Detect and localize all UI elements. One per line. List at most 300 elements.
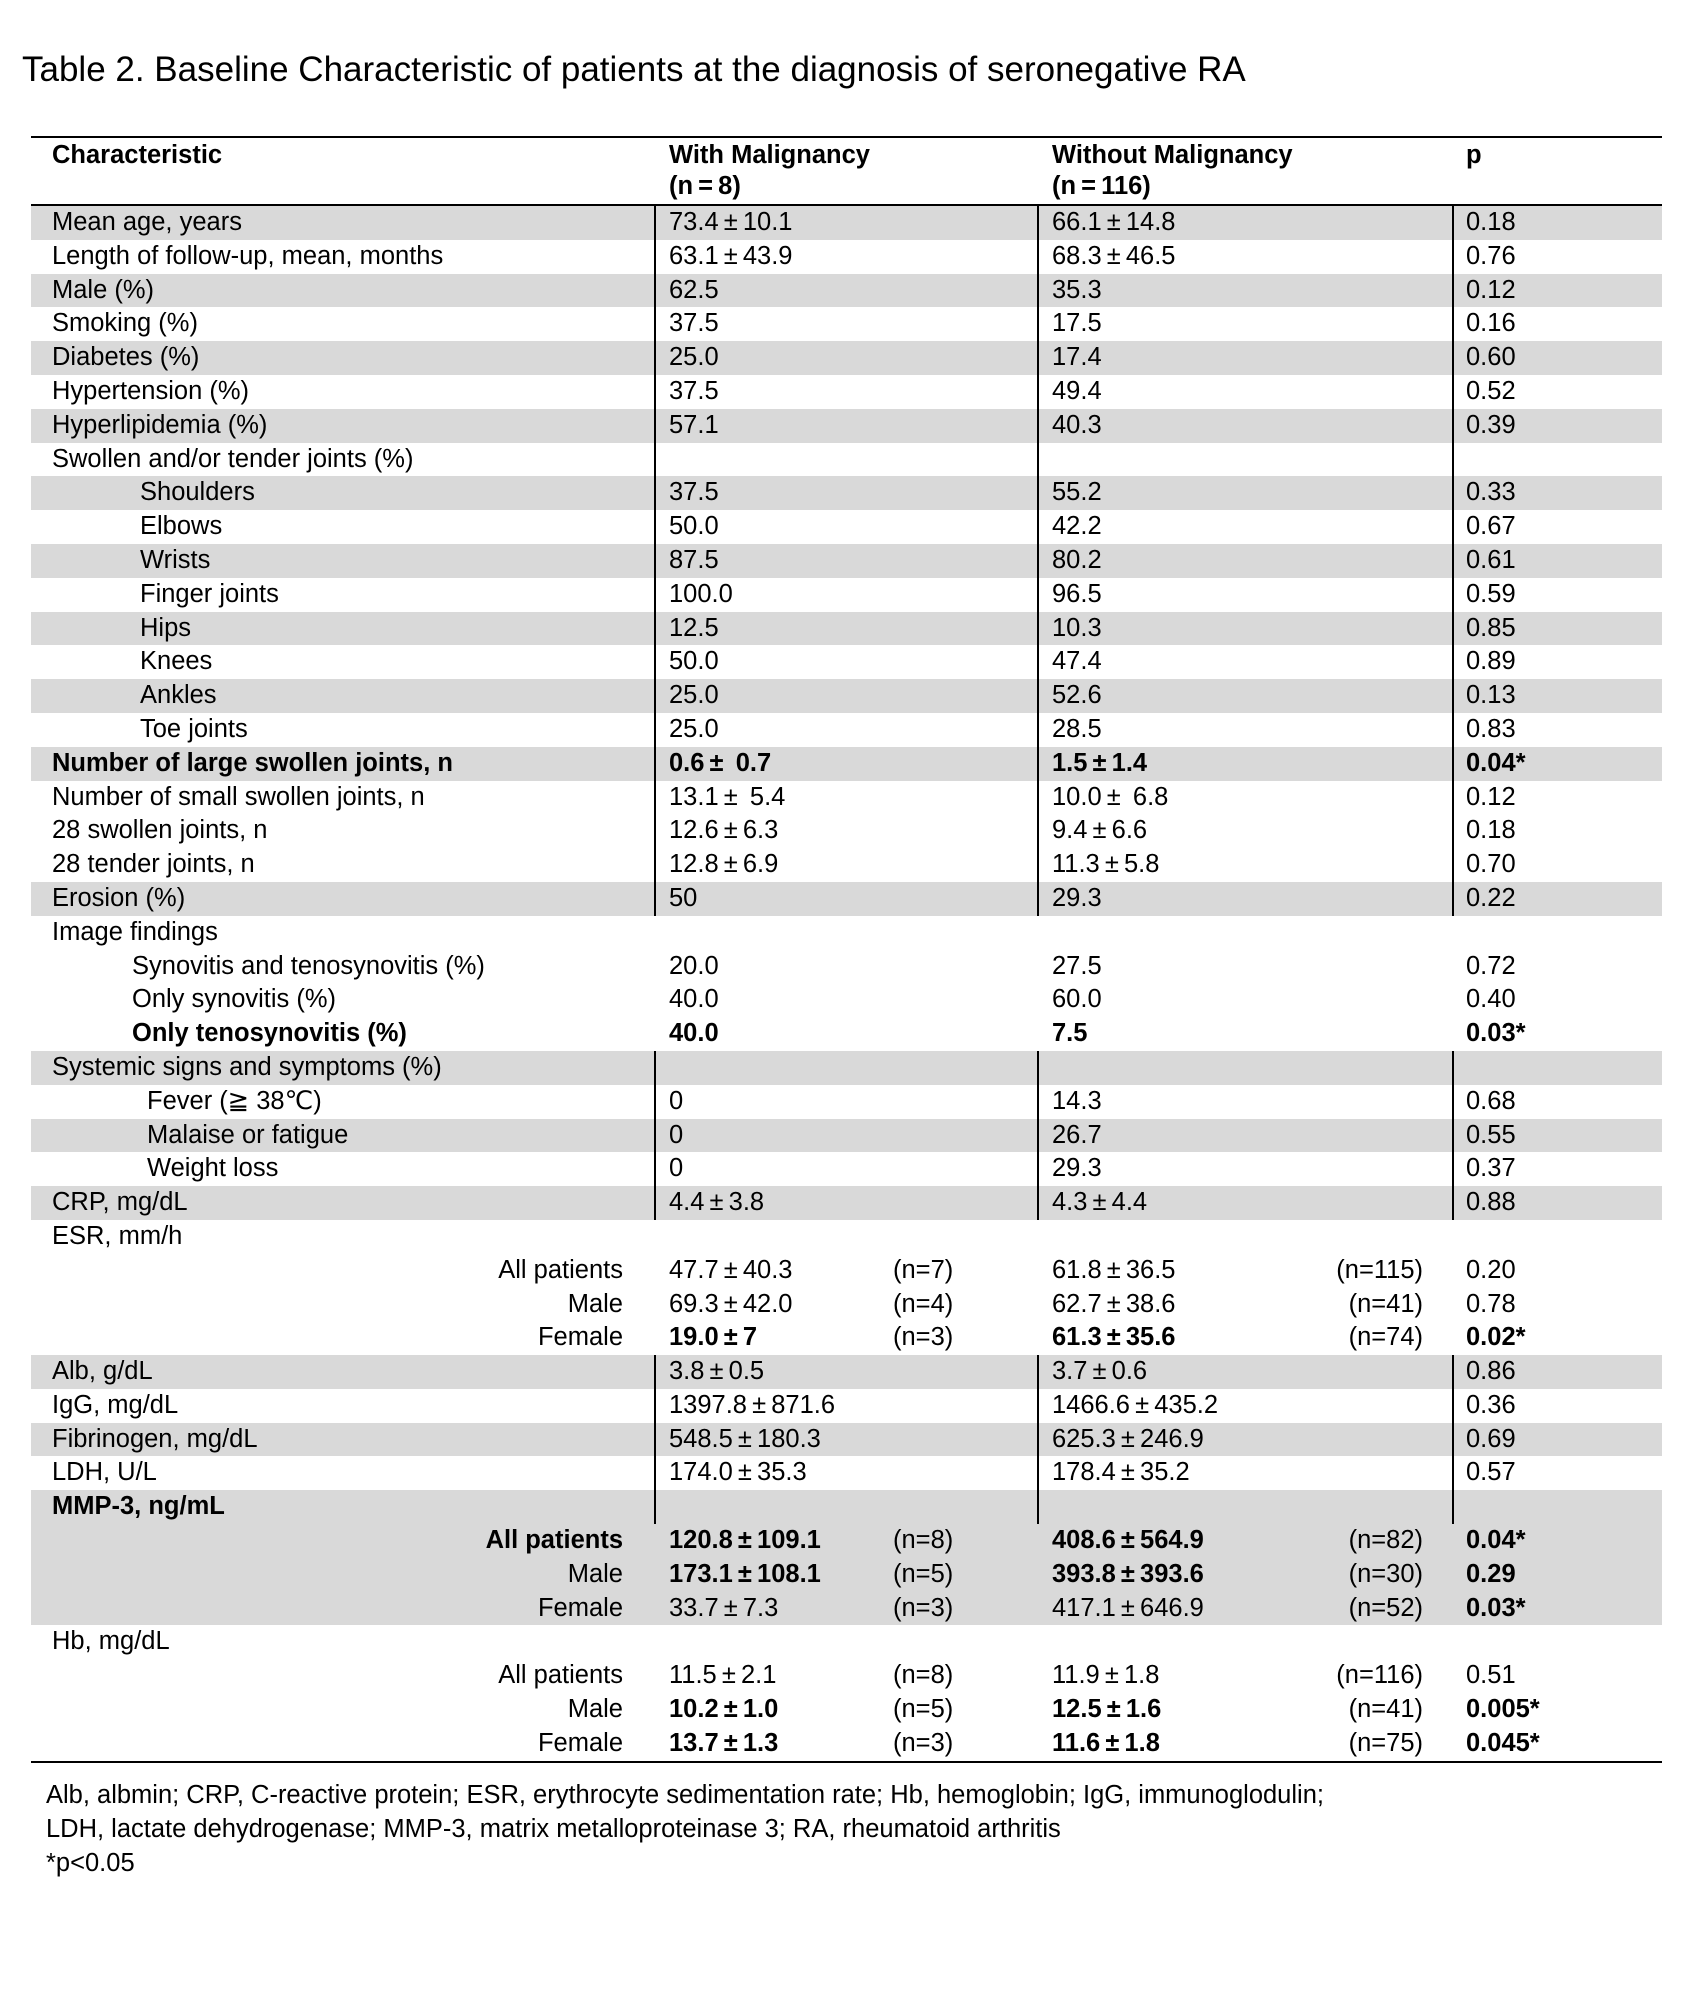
cell-without-malignancy: 66.1 ± 14.8 <box>1052 208 1176 236</box>
table-row <box>31 983 1662 1017</box>
row-label: IgG, mg/dL <box>52 1390 179 1419</box>
column-rule <box>1037 1152 1039 1186</box>
column-rule <box>1037 544 1039 578</box>
cell-p-value: 0.85 <box>1466 613 1516 642</box>
column-rule <box>1037 1355 1039 1389</box>
table-row <box>31 544 1662 578</box>
cell-without-malignancy: 17.4 <box>1052 343 1102 372</box>
cell-p-value: 0.005* <box>1466 1695 1540 1724</box>
footnote-line: *p<0.05 <box>46 1849 135 1877</box>
row-label: Hips <box>140 613 192 642</box>
row-label: All patients <box>485 1526 623 1555</box>
cell-p-value: 0.72 <box>1466 951 1516 980</box>
column-rule <box>1037 578 1039 612</box>
column-rule <box>654 882 656 916</box>
row-label: Diabetes (%) <box>52 343 200 372</box>
cell-with-n: (n=3) <box>893 1593 954 1622</box>
cell-without-malignancy: 40.3 <box>1052 410 1102 439</box>
cell-p-value: 0.33 <box>1466 478 1516 507</box>
cell-with-malignancy: 174.0 ± 35.3 <box>669 1458 807 1487</box>
column-rule <box>1037 848 1039 882</box>
cell-without-n: (n=82) <box>1348 1526 1423 1555</box>
cell-without-malignancy: 55.2 <box>1052 478 1102 507</box>
cell-p-value: 0.045* <box>1466 1728 1540 1757</box>
table-row <box>31 1659 1662 1693</box>
column-rule <box>1037 510 1039 544</box>
header-p: p <box>1466 141 1482 169</box>
table-title: Table 2. Baseline Characteristic of patients at the diagnosis of seronegative RA <box>22 50 1246 89</box>
column-rule <box>1452 882 1454 916</box>
row-label: Only synovitis (%) <box>132 985 337 1014</box>
cell-with-malignancy: 11.5 ± 2.1 <box>669 1661 777 1690</box>
cell-without-malignancy: 42.2 <box>1052 512 1102 541</box>
column-rule <box>1452 274 1454 308</box>
table-row <box>31 612 1662 646</box>
cell-without-malignancy: 10.0 ± 6.8 <box>1052 782 1169 811</box>
row-label: Knees <box>140 647 213 676</box>
cell-with-n: (n=8) <box>893 1661 954 1690</box>
column-rule <box>1037 612 1039 646</box>
column-rule <box>654 1085 656 1119</box>
cell-without-malignancy: 62.7 ± 38.6 <box>1052 1289 1176 1318</box>
cell-with-malignancy: 12.5 <box>669 613 719 642</box>
cell-without-n: (n=75) <box>1348 1728 1423 1757</box>
column-rule <box>654 1119 656 1153</box>
header-without-line2: (n = 116) <box>1052 172 1151 200</box>
cell-p-value: 0.51 <box>1466 1661 1516 1690</box>
table-bottom-rule <box>31 1761 1662 1763</box>
cell-without-malignancy: 10.3 <box>1052 613 1102 642</box>
cell-without-malignancy: 1466.6 ± 435.2 <box>1052 1390 1219 1419</box>
header-without-malignancy <box>1052 140 1293 206</box>
row-label: Shoulders <box>140 478 255 507</box>
row-label: Swollen and/or tender joints (%) <box>52 444 414 473</box>
row-label: Number of large swollen joints, n <box>52 748 453 777</box>
row-label: Alb, g/dL <box>52 1357 153 1386</box>
cell-without-malignancy: 80.2 <box>1052 545 1102 574</box>
cell-p-value: 0.68 <box>1466 1086 1516 1115</box>
cell-p-value: 0.04* <box>1466 1526 1526 1555</box>
column-rule <box>1037 375 1039 409</box>
cell-without-malignancy: 61.8 ± 36.5 <box>1052 1255 1176 1284</box>
row-label: Female <box>537 1728 623 1757</box>
cell-with-n: (n=5) <box>893 1559 954 1588</box>
cell-without-malignancy: 3.7 ± 0.6 <box>1052 1357 1148 1386</box>
table-row <box>31 1625 1662 1659</box>
cell-p-value: 0.67 <box>1466 512 1516 541</box>
table-row <box>31 1254 1662 1288</box>
cell-p-value: 0.60 <box>1466 343 1516 372</box>
column-rule <box>1037 882 1039 916</box>
cell-with-malignancy: 0 <box>669 1120 684 1149</box>
cell-with-malignancy: 13.1 ± 5.4 <box>669 782 786 811</box>
cell-without-malignancy: 11.3 ± 5.8 <box>1052 850 1160 879</box>
cell-with-malignancy: 33.7 ± 7.3 <box>669 1593 779 1622</box>
cell-without-n: (n=116) <box>1336 1661 1423 1690</box>
column-rule <box>654 1051 656 1085</box>
table-row <box>31 375 1662 409</box>
column-rule <box>1452 1456 1454 1490</box>
column-rule <box>1037 781 1039 815</box>
column-rule <box>654 747 656 781</box>
cell-without-malignancy: 7.5 <box>1052 1019 1088 1048</box>
row-label: Only tenosynovitis (%) <box>132 1019 407 1048</box>
row-label: Systemic signs and symptoms (%) <box>52 1052 442 1081</box>
column-rule <box>1452 476 1454 510</box>
footnote-line: Alb, albmin; CRP, C-reactive protein; ESR, erythrocyte sedimentation rate; Hb, hemoglobin; IgG, immunoglodulin; <box>46 1781 1324 1809</box>
header-with-line2: (n = 8) <box>669 172 741 200</box>
table-row <box>31 578 1662 612</box>
column-rule <box>1037 1085 1039 1119</box>
column-rule <box>1452 713 1454 747</box>
cell-with-malignancy: 73.4 ± 10.1 <box>669 208 793 236</box>
cell-without-malignancy: 96.5 <box>1052 579 1102 608</box>
row-label: Fibrinogen, mg/dL <box>52 1424 258 1453</box>
cell-without-malignancy: 14.3 <box>1052 1086 1102 1115</box>
row-label: Male <box>567 1695 623 1724</box>
column-rule <box>1037 409 1039 443</box>
column-rule <box>654 476 656 510</box>
table-row <box>31 1220 1662 1254</box>
cell-p-value: 0.59 <box>1466 579 1516 608</box>
cell-p-value: 0.12 <box>1466 782 1516 811</box>
cell-with-malignancy: 12.6 ± 6.3 <box>669 816 779 845</box>
cell-p-value: 0.18 <box>1466 816 1516 845</box>
table-body <box>31 206 1662 1761</box>
column-rule <box>654 206 656 240</box>
cell-without-n: (n=52) <box>1348 1593 1423 1622</box>
cell-with-malignancy: 100.0 <box>669 579 733 608</box>
cell-without-malignancy: 35.3 <box>1052 275 1102 304</box>
cell-with-malignancy: 20.0 <box>669 951 719 980</box>
cell-with-malignancy: 50 <box>669 883 698 912</box>
column-rule <box>1452 848 1454 882</box>
row-label: Hb, mg/dL <box>52 1627 170 1656</box>
column-rule <box>1037 1490 1039 1524</box>
row-label: Mean age, years <box>52 208 242 236</box>
footnotes <box>46 1778 1324 1880</box>
cell-without-malignancy: 26.7 <box>1052 1120 1102 1149</box>
table-row <box>31 443 1662 477</box>
cell-with-malignancy: 50.0 <box>669 512 719 541</box>
row-label: Image findings <box>52 917 218 946</box>
table-row <box>31 1456 1662 1490</box>
column-rule <box>654 713 656 747</box>
cell-without-malignancy: 29.3 <box>1052 883 1102 912</box>
row-label: Finger joints <box>140 579 279 608</box>
table-row <box>31 1119 1662 1153</box>
column-rule <box>1452 1490 1454 1524</box>
table-row <box>31 645 1662 679</box>
column-rule <box>1452 1423 1454 1457</box>
column-rule <box>1452 679 1454 713</box>
cell-without-n: (n=41) <box>1348 1695 1423 1724</box>
table-row <box>31 781 1662 815</box>
characteristics-table <box>31 136 1662 1763</box>
cell-without-malignancy: 408.6 ± 564.9 <box>1052 1526 1204 1555</box>
cell-with-malignancy: 13.7 ± 1.3 <box>669 1728 779 1757</box>
row-label: All patients <box>498 1255 623 1284</box>
table-row <box>31 916 1662 950</box>
cell-with-malignancy: 12.8 ± 6.9 <box>669 850 779 879</box>
column-rule <box>1037 1119 1039 1153</box>
row-label: Length of follow-up, mean, months <box>52 241 444 270</box>
cell-p-value: 0.39 <box>1466 410 1516 439</box>
cell-p-value: 0.78 <box>1466 1289 1516 1318</box>
cell-p-value: 0.20 <box>1466 1255 1516 1284</box>
cell-p-value: 0.03* <box>1466 1019 1526 1048</box>
table-row <box>31 1017 1662 1051</box>
column-rule <box>1037 1423 1039 1457</box>
cell-without-malignancy: 68.3 ± 46.5 <box>1052 241 1176 270</box>
cell-with-malignancy: 0 <box>669 1154 684 1183</box>
column-rule <box>1037 814 1039 848</box>
cell-p-value: 0.13 <box>1466 681 1516 710</box>
column-rule <box>654 848 656 882</box>
table-row <box>31 1186 1662 1220</box>
column-rule <box>1452 443 1454 477</box>
cell-with-malignancy: 40.0 <box>669 985 719 1014</box>
cell-p-value: 0.36 <box>1466 1390 1516 1419</box>
column-rule <box>1037 443 1039 477</box>
cell-p-value: 0.76 <box>1466 241 1516 270</box>
column-rule <box>1037 1456 1039 1490</box>
cell-with-malignancy: 63.1 ± 43.9 <box>669 241 793 270</box>
column-rule <box>654 645 656 679</box>
cell-without-malignancy: 625.3 ± 246.9 <box>1052 1424 1204 1453</box>
cell-p-value: 0.12 <box>1466 275 1516 304</box>
table-row <box>31 1524 1662 1558</box>
table-row <box>31 409 1662 443</box>
column-rule <box>1452 1389 1454 1423</box>
table-row <box>31 1558 1662 1592</box>
cell-with-malignancy: 3.8 ± 0.5 <box>669 1357 765 1386</box>
cell-with-malignancy: 37.5 <box>669 376 719 405</box>
cell-with-malignancy: 19.0 ± 7 <box>669 1323 758 1352</box>
column-rule <box>654 375 656 409</box>
table-row <box>31 882 1662 916</box>
cell-without-malignancy: 9.4 ± 6.6 <box>1052 816 1148 845</box>
cell-without-malignancy: 52.6 <box>1052 681 1102 710</box>
row-label: Wrists <box>140 545 211 574</box>
column-rule <box>1037 679 1039 713</box>
row-label: Toe joints <box>140 714 248 743</box>
column-rule <box>1452 1119 1454 1153</box>
row-label: Female <box>537 1593 623 1622</box>
table-row <box>31 510 1662 544</box>
table-row <box>31 206 1662 240</box>
cell-without-malignancy: 28.5 <box>1052 714 1102 743</box>
table-row <box>31 848 1662 882</box>
row-label: MMP-3, ng/mL <box>52 1492 225 1521</box>
table-row <box>31 679 1662 713</box>
row-label: Erosion (%) <box>52 883 186 912</box>
cell-without-malignancy: 49.4 <box>1052 376 1102 405</box>
cell-without-malignancy: 4.3 ± 4.4 <box>1052 1188 1148 1217</box>
table-row <box>31 1321 1662 1355</box>
table-row <box>31 1693 1662 1727</box>
cell-p-value: 0.88 <box>1466 1188 1516 1217</box>
row-label: Female <box>537 1323 623 1352</box>
column-rule <box>1452 1152 1454 1186</box>
row-label: Ankles <box>140 681 217 710</box>
column-rule <box>1037 476 1039 510</box>
cell-without-malignancy: 29.3 <box>1052 1154 1102 1183</box>
column-rule <box>1452 240 1454 274</box>
column-rule <box>1037 747 1039 781</box>
cell-with-malignancy: 173.1 ± 108.1 <box>669 1559 821 1588</box>
row-label: All patients <box>498 1661 623 1690</box>
cell-with-malignancy: 62.5 <box>669 275 719 304</box>
column-rule <box>654 409 656 443</box>
row-label: Elbows <box>140 512 223 541</box>
row-label: Smoking (%) <box>52 309 198 338</box>
column-rule <box>1037 341 1039 375</box>
column-rule <box>1452 206 1454 240</box>
cell-with-malignancy: 548.5 ± 180.3 <box>669 1424 821 1453</box>
cell-p-value: 0.04* <box>1466 748 1526 777</box>
column-rule <box>1037 206 1039 240</box>
cell-with-n: (n=7) <box>893 1255 954 1284</box>
column-rule <box>1452 375 1454 409</box>
cell-p-value: 0.57 <box>1466 1458 1516 1487</box>
cell-without-malignancy: 17.5 <box>1052 309 1102 338</box>
cell-without-malignancy: 47.4 <box>1052 647 1102 676</box>
cell-p-value: 0.16 <box>1466 309 1516 338</box>
column-rule <box>654 578 656 612</box>
row-label: 28 tender joints, n <box>52 850 255 879</box>
cell-without-malignancy: 12.5 ± 1.6 <box>1052 1695 1162 1724</box>
cell-with-malignancy: 25.0 <box>669 343 719 372</box>
cell-without-malignancy: 178.4 ± 35.2 <box>1052 1458 1190 1487</box>
column-rule <box>1452 544 1454 578</box>
cell-without-n: (n=41) <box>1348 1289 1423 1318</box>
row-label: Number of small swollen joints, n <box>52 782 425 811</box>
table-row <box>31 1727 1662 1761</box>
header-with-malignancy <box>669 140 870 206</box>
cell-with-malignancy: 37.5 <box>669 478 719 507</box>
table-row <box>31 1490 1662 1524</box>
table-row <box>31 950 1662 984</box>
row-label: Male <box>567 1559 623 1588</box>
table-row <box>31 1288 1662 1322</box>
cell-p-value: 0.86 <box>1466 1357 1516 1386</box>
column-rule <box>1037 1051 1039 1085</box>
table-row <box>31 1592 1662 1626</box>
column-rule <box>1452 645 1454 679</box>
cell-with-malignancy: 50.0 <box>669 647 719 676</box>
table-header-row <box>31 138 1662 206</box>
row-label: Hypertension (%) <box>52 376 249 405</box>
cell-without-malignancy: 60.0 <box>1052 985 1102 1014</box>
cell-with-malignancy: 0 <box>669 1086 684 1115</box>
table-row <box>31 1355 1662 1389</box>
cell-p-value: 0.03* <box>1466 1593 1526 1622</box>
column-rule <box>1037 1186 1039 1220</box>
cell-p-value: 0.52 <box>1466 376 1516 405</box>
cell-with-malignancy: 10.2 ± 1.0 <box>669 1695 779 1724</box>
cell-without-n: (n=115) <box>1336 1255 1423 1284</box>
row-label: 28 swollen joints, n <box>52 816 268 845</box>
column-rule <box>1037 274 1039 308</box>
column-rule <box>654 679 656 713</box>
table-row <box>31 1389 1662 1423</box>
cell-with-malignancy: 40.0 <box>669 1019 719 1048</box>
column-rule <box>654 240 656 274</box>
column-rule <box>654 1389 656 1423</box>
row-label: Hyperlipidemia (%) <box>52 410 268 439</box>
column-rule <box>1452 814 1454 848</box>
column-rule <box>654 612 656 646</box>
column-rule <box>1452 409 1454 443</box>
header-without-line1: Without Malignancy <box>1052 141 1293 169</box>
header-characteristic: Characteristic <box>52 141 223 169</box>
cell-without-malignancy: 11.9 ± 1.8 <box>1052 1661 1160 1690</box>
cell-with-malignancy: 25.0 <box>669 714 719 743</box>
cell-with-n: (n=4) <box>893 1289 954 1318</box>
cell-p-value: 0.37 <box>1466 1154 1516 1183</box>
row-label: Weight loss <box>147 1154 279 1183</box>
cell-with-n: (n=3) <box>893 1323 954 1352</box>
row-label: LDH, U/L <box>52 1458 157 1487</box>
cell-with-malignancy: 25.0 <box>669 681 719 710</box>
footnote-line: LDH, lactate dehydrogenase; MMP-3, matrix metalloproteinase 3; RA, rheumatoid arthritis <box>46 1815 1061 1843</box>
cell-p-value: 0.89 <box>1466 647 1516 676</box>
table-row <box>31 1051 1662 1085</box>
table-row <box>31 1152 1662 1186</box>
cell-p-value: 0.40 <box>1466 985 1516 1014</box>
column-rule <box>1452 747 1454 781</box>
column-rule <box>1452 1355 1454 1389</box>
column-rule <box>654 1456 656 1490</box>
column-rule <box>654 544 656 578</box>
table-row <box>31 341 1662 375</box>
cell-p-value: 0.69 <box>1466 1424 1516 1453</box>
cell-without-malignancy: 27.5 <box>1052 951 1102 980</box>
cell-with-malignancy: 69.3 ± 42.0 <box>669 1289 793 1318</box>
cell-p-value: 0.70 <box>1466 850 1516 879</box>
cell-with-malignancy: 1397.8 ± 871.6 <box>669 1390 836 1419</box>
column-rule <box>1452 307 1454 341</box>
row-label: ESR, mm/h <box>52 1221 183 1250</box>
column-rule <box>1452 781 1454 815</box>
column-rule <box>654 814 656 848</box>
column-rule <box>1452 341 1454 375</box>
column-rule <box>1452 578 1454 612</box>
cell-p-value: 0.22 <box>1466 883 1516 912</box>
cell-p-value: 0.18 <box>1466 208 1516 236</box>
column-rule <box>654 510 656 544</box>
cell-without-malignancy: 11.6 ± 1.8 <box>1052 1728 1160 1757</box>
cell-with-n: (n=5) <box>893 1695 954 1724</box>
table-row <box>31 747 1662 781</box>
cell-p-value: 0.83 <box>1466 714 1516 743</box>
header-with-line1: With Malignancy <box>669 141 870 169</box>
table-row <box>31 476 1662 510</box>
column-rule <box>1037 645 1039 679</box>
row-label: Male <box>567 1289 623 1318</box>
table-row <box>31 1423 1662 1457</box>
row-label: Synovitis and tenosynovitis (%) <box>132 951 485 980</box>
cell-without-n: (n=30) <box>1348 1559 1423 1588</box>
cell-with-n: (n=8) <box>893 1526 954 1555</box>
cell-p-value: 0.55 <box>1466 1120 1516 1149</box>
cell-p-value: 0.29 <box>1466 1559 1516 1588</box>
column-rule <box>654 307 656 341</box>
row-label: CRP, mg/dL <box>52 1188 188 1217</box>
column-rule <box>654 1186 656 1220</box>
column-rule <box>654 1152 656 1186</box>
